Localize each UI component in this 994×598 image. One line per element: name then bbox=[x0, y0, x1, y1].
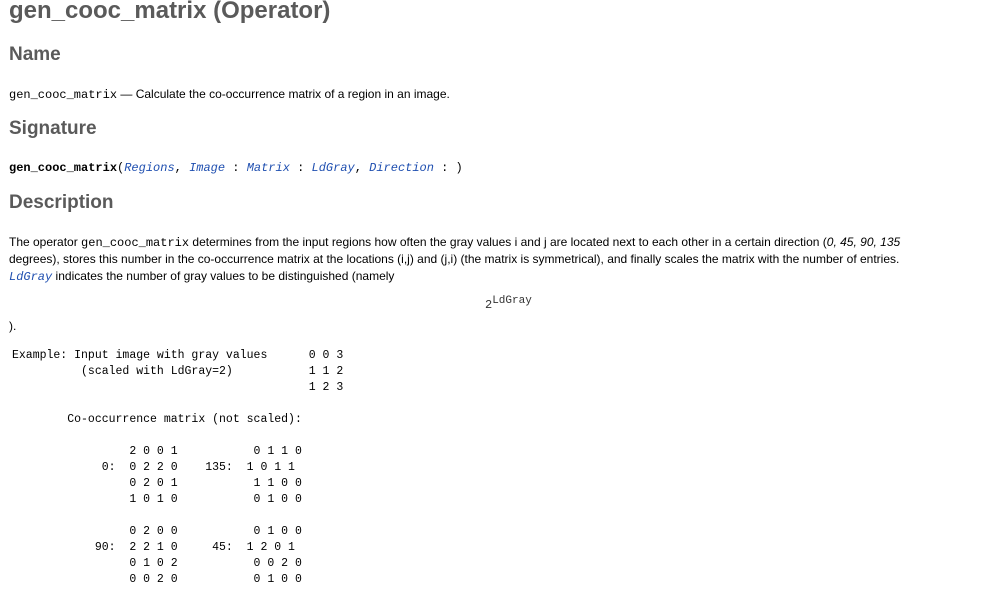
description-line-3 bbox=[9, 268, 394, 286]
formula-2-pow-ldgray bbox=[485, 293, 532, 312]
operator-name: gen_cooc_matrix bbox=[9, 88, 118, 102]
formula-base: 2 bbox=[485, 298, 493, 312]
page-title: gen_cooc_matrix (Operator) bbox=[9, 0, 331, 24]
operator-summary: — Calculate the co-occurrence matrix of a region in an image. bbox=[117, 87, 450, 101]
signature-separator: , bbox=[174, 161, 190, 175]
param-link-image[interactable]: Image bbox=[189, 161, 226, 175]
description-line-1 bbox=[9, 234, 900, 252]
section-heading-name: Name bbox=[9, 44, 61, 65]
signature-operator: gen_cooc_matrix bbox=[9, 161, 118, 175]
description-text: determines from the input regions how often the gray values i and j are located next to each other in a certain direction ( bbox=[189, 235, 827, 249]
description-close: ). bbox=[9, 319, 17, 333]
param-link-regions[interactable]: Regions bbox=[124, 161, 175, 175]
formula-exponent: LdGray bbox=[492, 295, 532, 307]
signature-separator: : bbox=[225, 161, 247, 175]
param-link-direction[interactable]: Direction bbox=[369, 161, 434, 175]
example-block: Example: Input image with gray values 0 0 3 (scaled with LdGray=2) 1 1 2 1 2 3 Co-occurrence matrix (not scaled): 2 0 0 1 0 1 1 0 0: 0 2 2 0 135: 1 0 1 1 0 2 0 1 1 1 0 0 1 0 1 0 0 1 0 0 0 2 0 0 0 1 0 0 90: 2 2 1 0 45: 1 2 0 1 0 1 0 2 0 0 2 0 0 0 2 0 0 1 0 0 bbox=[12, 349, 344, 586]
description-text: indicates the number of gray values to be distinguished (namely bbox=[52, 269, 395, 283]
signature-paren-open: ( bbox=[117, 161, 125, 175]
signature-separator: , bbox=[354, 161, 370, 175]
signature-line bbox=[9, 160, 463, 177]
signature-separator: : bbox=[289, 161, 312, 175]
signature-paren-close: : ) bbox=[433, 161, 463, 175]
description-text: The operator bbox=[9, 235, 82, 249]
description-operator: gen_cooc_matrix bbox=[81, 236, 190, 250]
name-line bbox=[9, 86, 450, 104]
description-line-2: degrees), stores this number in the co-occurrence matrix at the locations (i,j) and (j,i) (the matrix is symmetrical), and finally scales the matrix with the number of entries. bbox=[9, 252, 900, 266]
param-link-matrix[interactable]: Matrix bbox=[246, 161, 290, 175]
param-link-ldgray[interactable]: LdGray bbox=[311, 161, 355, 175]
param-link-ldgray-inline[interactable]: LdGray bbox=[9, 270, 53, 284]
direction-values: 0, 45, 90, 135 bbox=[826, 235, 901, 249]
section-heading-signature: Signature bbox=[9, 118, 97, 139]
section-heading-description: Description bbox=[9, 192, 114, 213]
